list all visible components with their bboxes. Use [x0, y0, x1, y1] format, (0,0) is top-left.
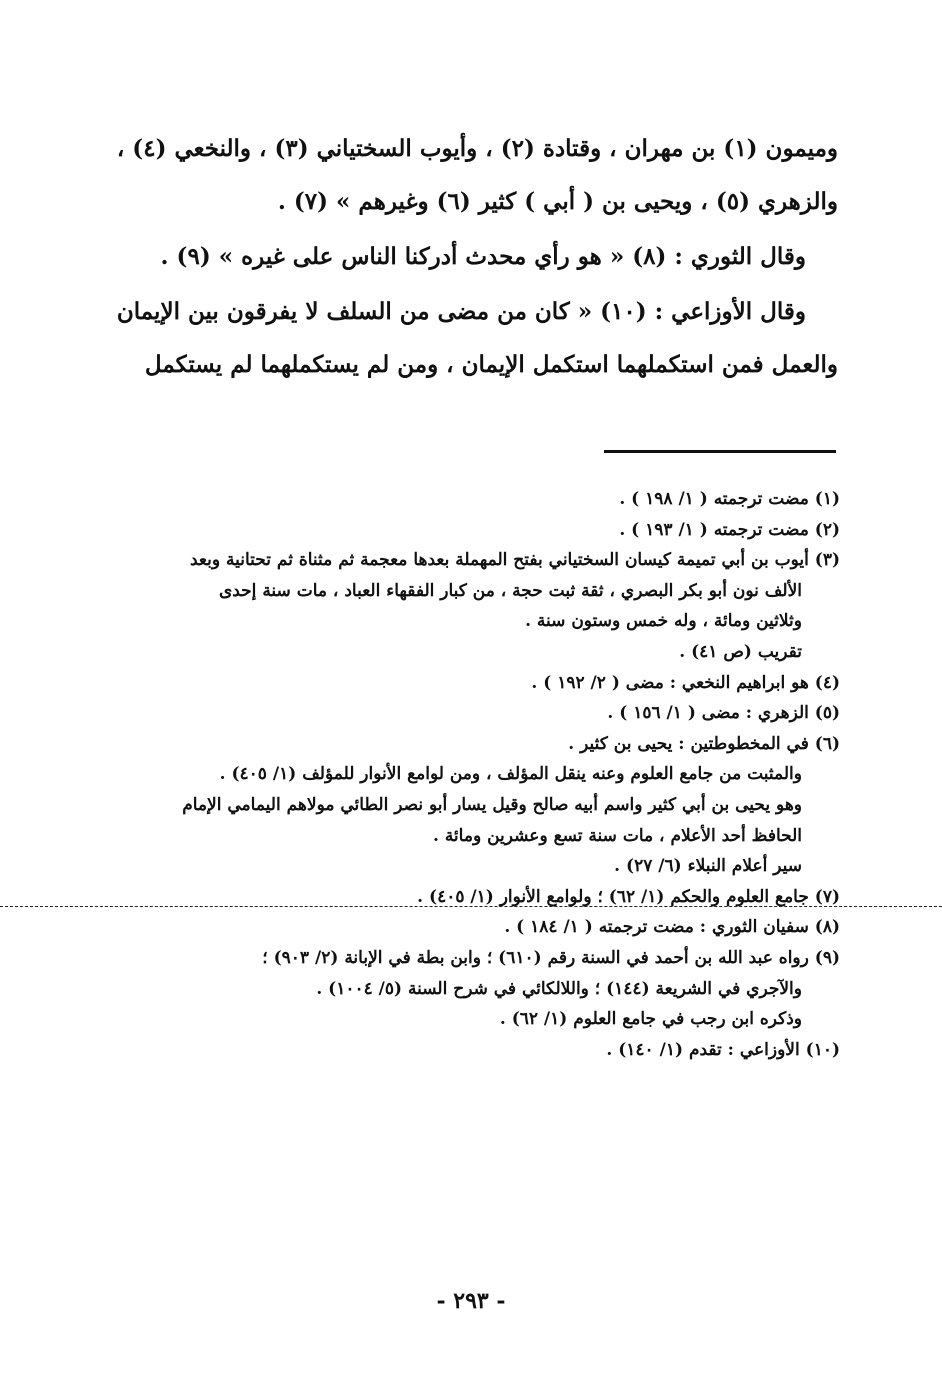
footnote-line: وذكره ابن رجب في جامع العلوم (١/ ٦٢) .	[499, 1009, 802, 1030]
footnote-line: الحافظ أحد الأعلام ، مات سنة تسع وعشرين ومائة .	[432, 825, 802, 846]
footnote-line: الألف نون أبو بكر البصري ، ثقة ثبت حجة ، من كبار الفقهاء العباد ، مات سنة إحدى	[218, 580, 802, 601]
text-line: وقال الثوري : (٨) « هو رأي محدث أدركنا الناس على غيره » (٩) .	[160, 243, 806, 270]
text-line: والزهري (٥) ، ويحيى بن ( أبي ) كثير (٦) وغيرهم » (٧) .	[277, 188, 838, 215]
footnote-line: (٢) مضت ترجمته ( ١/ ١٩٣ ) .	[619, 519, 840, 540]
scan-strike-line	[0, 906, 942, 907]
footnotes	[128, 484, 840, 1065]
footnote-line: والمثبت من جامع العلوم وعنه ينقل المؤلف ، ومن لوامع الأنوار للمؤلف (١/ ٤٠٥) .	[219, 764, 802, 785]
footnote-line: وهو يحيى بن أبي كثير واسم أبيه صالح وقيل يسار أبو نصر الطائي مولاهم اليمامي الإمام	[182, 794, 802, 815]
footnote-line: سير أعلام النبلاء (٦/ ٢٧) .	[614, 856, 802, 877]
footnote-line: (٧) جامع العلوم والحكم (١/ ٦٢) ؛ ولوامع الأنوار (١/ ٤٠٥) .	[417, 886, 840, 907]
footnote-line: (١) مضت ترجمته ( ١/ ١٩٨ ) .	[619, 489, 840, 509]
footnote-separator	[604, 450, 836, 453]
main-text	[116, 122, 838, 391]
page-number: - ٢٩٣ -	[436, 1288, 506, 1314]
text-line: وميمون (١) بن مهران ، وقتادة (٢) ، وأيوب السختياني (٣) ، والنخعي (٤) ،	[116, 135, 838, 162]
footnote-line: (٥) الزهري : مضى ( ١/ ١٥٦ ) .	[607, 703, 840, 724]
footnote-line: وثلاثين ومائة ، وله خمس وستون سنة .	[525, 611, 802, 632]
footnote-line: (٨) سفيان الثوري : مضت ترجمته ( ١/ ١٨٤ ) .	[504, 917, 840, 938]
footnote-line: والآجري في الشريعة (١٤٤) ؛ واللالكائي في شرح السنة (٥/ ١٠٠٤) .	[316, 978, 802, 999]
footnote-line: (٤) هو ابراهيم النخعي : مضى ( ٢/ ١٩٢ ) .	[531, 672, 840, 693]
text-line: والعمل فمن استكملهما استكمل الإيمان ، ومن لم يستكملهما لم يستكمل	[144, 351, 838, 378]
footnote-line: (١٠) الأوزاعي : تقدم (١/ ١٤٠) .	[606, 1039, 840, 1060]
footnote-line: (٦) في المخطوطتين : يحيى بن كثير .	[568, 733, 840, 754]
footnote-line: (٩) رواه عبد الله بن أحمد في السنة رقم (٦١٠) ؛ وابن بطة في الإبانة (٢/ ٩٠٣) ؛	[262, 947, 840, 968]
footnote-line: تقريب (ص ٤١) .	[679, 641, 802, 662]
footnote-line: (٣) أيوب بن أبي تميمة كيسان السختياني بفتح المهملة بعدها معجمة ثم مثناة ثم تحتانية وبعد	[189, 550, 840, 571]
text-line: وقال الأوزاعي : (١٠) « كان من مضى من السلف لا يفرقون بين الإيمان	[116, 298, 806, 325]
